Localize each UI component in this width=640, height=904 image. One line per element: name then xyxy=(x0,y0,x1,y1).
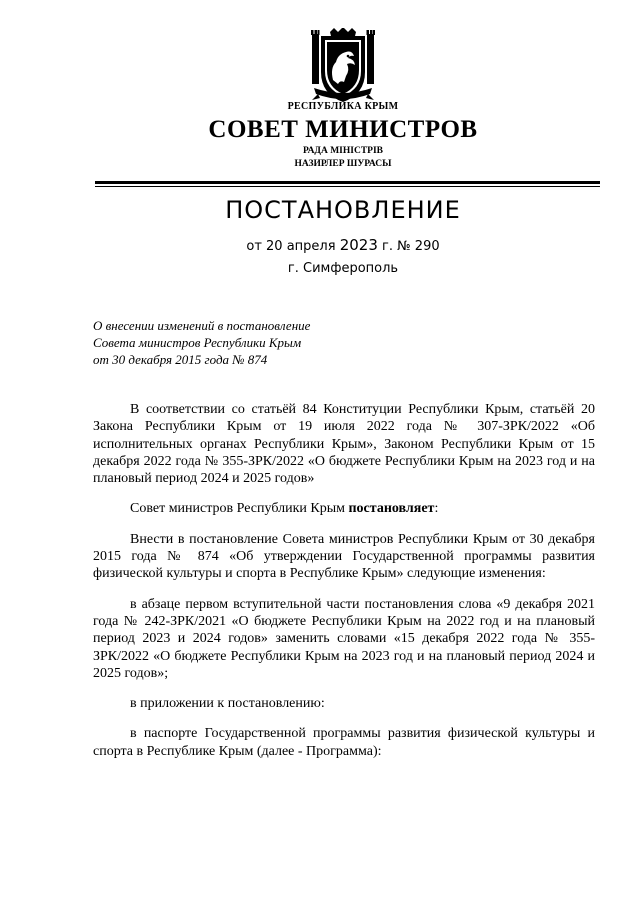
document-date-line xyxy=(0,236,640,254)
document-subject xyxy=(93,317,310,368)
body-paragraph-resolution xyxy=(93,500,595,517)
resolution-text: Совет министров Республики Крым xyxy=(130,501,345,517)
council-name-crimean-tatar: НАЗИРЛЕР ШУРАСЫ xyxy=(294,159,392,169)
document-body xyxy=(93,401,595,760)
document-year: 2023 xyxy=(339,236,378,254)
crimea-coat-of-arms-icon xyxy=(308,28,378,106)
document-number-label: № xyxy=(397,239,411,254)
council-name: СОВЕТ МИНИСТРОВ xyxy=(208,116,478,143)
council-name-ukrainian: РАДА МІНІСТРІВ xyxy=(302,146,383,156)
subject-line: О внесении изменений в постановление xyxy=(93,318,311,333)
body-paragraph: В соответствии со статьёй 84 Конституции Республики Крым, статьёй 20 Закона Республики Крым от 19 июля 2022 года № 307-ЗРК/2022 «Об исполнительных органах Республики Крым», Законом Республики Крым от 15 декабря 2022 года № 355-ЗРК/2022 «О бюджете Республики Крым на 2023 год и на плановый период 2024 и 2025 годов» xyxy=(93,402,595,487)
document-type-title: ПОСТАНОВЛЕНИЕ xyxy=(225,196,461,224)
document-number: 290 xyxy=(414,239,440,254)
body-paragraph: Внести в постановление Совета министров Республики Крым от 30 декабря 2015 года № 874 «Об утверждении Государственной программы развития физической культуры и спорта в Республике Крым» следующие изменения: xyxy=(93,531,595,582)
body-paragraph: в абзаце первом вступительной части постановления слова «9 декабря 2021 года № 242-ЗРК/2021 «О бюджете Республики Крым на 2022 год и на плановый период 2023 и 2024 годов» заменить словами «15 декабря 2022 года № 355-ЗРК/2022 «О бюджете Республики Крым на 2023 год и на плановый период 2024 и 2025 годов»; xyxy=(93,596,595,681)
document-year-suffix: г. xyxy=(382,239,393,254)
document-city: г. Симферополь xyxy=(287,261,399,276)
resolution-colon: : xyxy=(434,501,439,517)
body-paragraph: в паспорте Государственной программы развития физической культуры и спорта в Республике Крым (далее - Программа): xyxy=(93,726,595,759)
document-date: от 20 апреля xyxy=(246,239,336,254)
header-divider-thin xyxy=(95,186,600,187)
body-paragraph: в приложении к постановлению: xyxy=(130,696,325,712)
resolution-keyword: постановляет xyxy=(348,501,435,517)
subject-line: от 30 декабря 2015 года № 874 xyxy=(93,352,268,367)
republic-name: РЕСПУБЛИКА КРЫМ xyxy=(287,101,399,112)
subject-line: Совета министров Республики Крым xyxy=(93,335,302,350)
header-divider-thick xyxy=(95,181,600,184)
